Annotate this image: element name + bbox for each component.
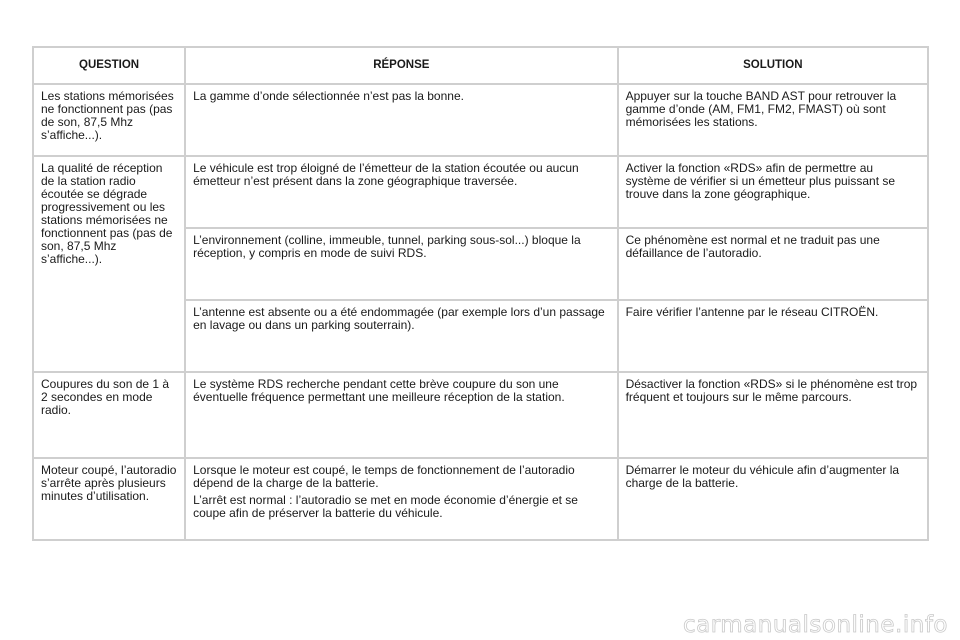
question-text: La qualité de réception de la station radio écoutée se dégrade progressivement ou les stations mémorisées ne fonctionnent pas (pas de son, 87,5 Mhz s’affiche...). — [41, 161, 173, 266]
solution-text: Activer la fonction «RDS» afin de permettre au système de vérifier si un émetteur plus puissant se trouve dans la zone géographique. — [625, 161, 896, 201]
reponse-text: Le système RDS recherche pendant cette brève coupure du son une éventuelle fréquence permettant une meilleure réception de la station. — [193, 377, 565, 404]
solution-cell — [618, 372, 928, 458]
reponse-text: L’antenne est absente ou a été endommagée (par exemple lors d’un passage en lavage ou dans un parking souterrain). — [193, 305, 605, 332]
solution-cell — [618, 228, 928, 300]
site-watermark: carmanualsonline.info — [682, 612, 948, 638]
question-text: Les stations mémorisées ne fonctionnent pas (pas de son, 87,5 Mhz s’affiche...). — [41, 89, 174, 142]
header-reponse: RÉPONSE — [185, 47, 617, 84]
table-header-row — [33, 47, 928, 84]
table-row — [33, 372, 928, 458]
solution-text: Désactiver la fonction «RDS» si le phénomène est trop fréquent et toujours sur le même parcours. — [625, 377, 918, 404]
reponse-text: Lorsque le moteur est coupé, le temps de fonctionnement de l’autoradio dépend de la charge de la batterie. — [193, 463, 575, 490]
question-text: Coupures du son de 1 à 2 secondes en mode radio. — [41, 377, 170, 417]
question-cell — [33, 156, 185, 372]
solution-cell — [618, 84, 928, 156]
solution-text: Démarrer le moteur du véhicule afin d’augmenter la charge de la batterie. — [625, 463, 900, 490]
table-row — [33, 458, 928, 540]
table-row — [33, 84, 928, 156]
solution-cell — [618, 458, 928, 540]
reponse-cell — [185, 300, 617, 372]
solution-text: Appuyer sur la touche BAND AST pour retrouver la gamme d’onde (AM, FM1, FM2, FMAST) où sont mémorisées les stations. — [625, 89, 897, 129]
header-question: QUESTION — [33, 47, 185, 84]
question-text: Moteur coupé, l’autoradio s’arrête après plusieurs minutes d’utilisation. — [41, 463, 177, 503]
question-cell — [33, 458, 185, 540]
question-cell — [33, 372, 185, 458]
reponse-cell — [185, 84, 617, 156]
question-cell — [33, 84, 185, 156]
header-solution: SOLUTION — [618, 47, 928, 84]
solution-cell — [618, 300, 928, 372]
reponse-text: L’arrêt est normal : l’autoradio se met en mode économie d’énergie et se coupe afin de préserver la batterie du véhicule. — [193, 493, 578, 520]
reponse-cell — [185, 458, 617, 540]
reponse-cell — [185, 228, 617, 300]
reponse-text: Le véhicule est trop éloigné de l’émetteur de la station écoutée ou aucun émetteur n’est présent dans la zone géographique traversée. — [193, 161, 579, 188]
reponse-text: La gamme d’onde sélectionnée n’est pas la bonne. — [193, 89, 464, 103]
solution-text: Ce phénomène est normal et ne traduit pas une défaillance de l’autoradio. — [625, 233, 880, 260]
solution-cell — [618, 156, 928, 228]
reponse-cell — [185, 372, 617, 458]
reponse-cell — [185, 156, 617, 228]
reponse-text: L’environnement (colline, immeuble, tunnel, parking sous-sol...) bloque la réception, y compris en mode de suivi RDS. — [193, 233, 581, 260]
table-row — [33, 156, 928, 228]
solution-text: Faire vérifier l’antenne par le réseau CITROËN. — [625, 305, 879, 319]
troubleshooting-table — [32, 46, 929, 541]
